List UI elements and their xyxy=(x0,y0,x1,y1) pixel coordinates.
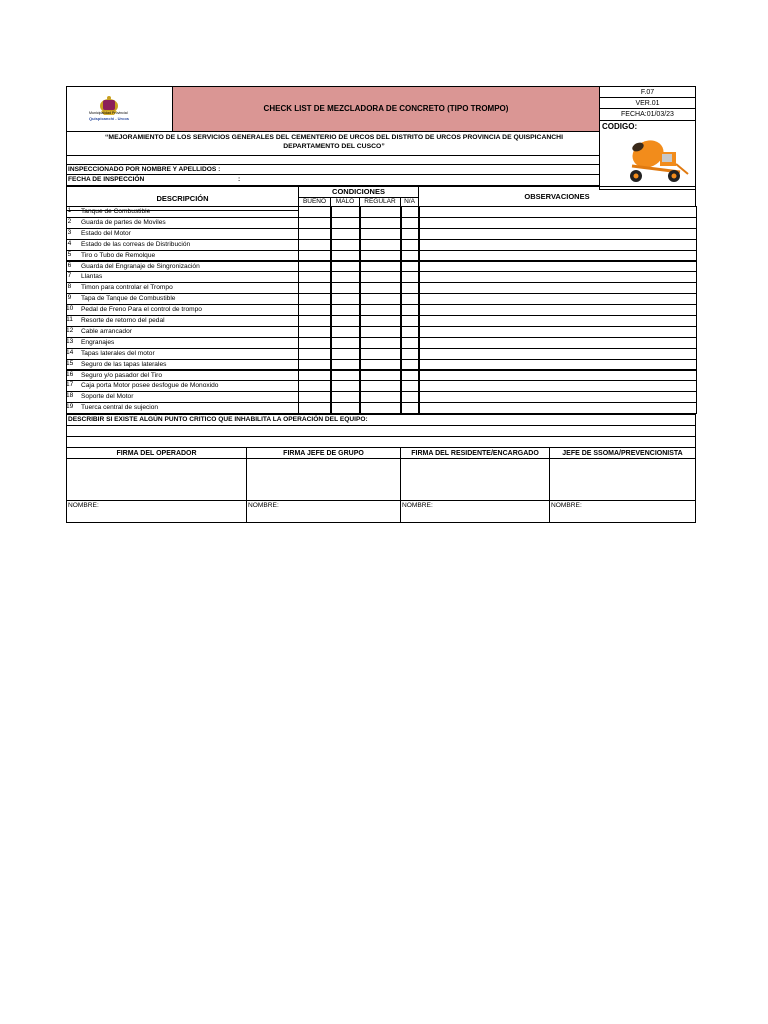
item-description: Soporte del Motor xyxy=(66,391,299,403)
signature-title: FIRMA DEL OPERADOR xyxy=(66,447,247,459)
observaciones-header: OBSERVACIONES xyxy=(418,186,696,207)
item-number: 9 xyxy=(67,294,72,302)
item-number: 8 xyxy=(67,283,72,291)
form-title: CHECK LIST DE MEZCLADORA DE CONCRETO (TIPO TROMPO) xyxy=(172,86,600,132)
signature-box[interactable] xyxy=(400,458,550,501)
logo-text-bottom: Quispicanchi - Urcos xyxy=(89,116,130,121)
condiciones-header: CONDICIONES xyxy=(298,186,419,198)
item-number: 5 xyxy=(67,250,72,258)
item-number: 1 xyxy=(67,207,72,214)
item-description: Estado del Motor xyxy=(66,228,299,240)
project-title-line-2: DEPARTAMENTO DEL CUSCO” xyxy=(283,143,385,150)
item-description: Timon para controlar el Trompo xyxy=(66,282,299,294)
signature-title: JEFE DE SSOMA/PREVENCIONISTA xyxy=(549,447,696,459)
inspection-date-label: FECHA DE INSPECCIÓN xyxy=(68,176,145,183)
form-code: F.07 xyxy=(599,86,696,98)
form-date: FECHA:01/03/23 xyxy=(599,108,696,121)
item-description: Tuerca central de sujecion xyxy=(66,402,299,414)
item-number: 13 xyxy=(66,337,74,345)
inspection-date-colon: : xyxy=(238,176,241,183)
signature-name-field[interactable]: NOMBRE: xyxy=(246,500,401,523)
critical-point-label: DESCRIBIR SI EXISTE ALGÚN PUNTO CRITICO QUE INHABILITA LA OPERACIÓN DEL EQUIPO: xyxy=(68,416,368,423)
item-description: Tapa de Tanque de Combustible xyxy=(66,293,299,305)
observation-field[interactable] xyxy=(418,402,697,414)
bueno-header: BUENO xyxy=(298,197,331,207)
item-number: 2 xyxy=(67,217,72,225)
project-title-line-1: “MEJORAMIENTO DE LOS SERVICIOS GENERALES DEL CEMENTERIO DE URCOS DEL DISTRITO DE URCOS PROVINCIA DE QUISPICANCHI xyxy=(105,134,563,141)
concrete-mixer-image xyxy=(622,134,690,186)
item-description: Seguro de las tapas laterales xyxy=(66,359,299,371)
item-description: Tapas laterales del motor xyxy=(66,348,299,360)
checklist-form xyxy=(66,86,696,523)
item-number: 4 xyxy=(67,239,72,247)
signature-name-field[interactable]: NOMBRE: xyxy=(400,500,550,523)
signature-title: FIRMA JEFE DE GRUPO xyxy=(246,447,401,459)
item-description: Resorte de retorno del pedal xyxy=(66,315,299,327)
item-number: 12 xyxy=(66,326,74,334)
item-description: Guarda de partes de Moviles xyxy=(66,217,299,229)
item-number: 16 xyxy=(66,370,74,378)
item-description: Pedal de Freno Para el control de trompo xyxy=(66,304,299,316)
item-number: 3 xyxy=(67,228,72,236)
codigo-label: CODIGO: xyxy=(602,122,638,131)
item-description: Cable arrancador xyxy=(66,326,299,338)
signature-box[interactable] xyxy=(549,458,696,501)
item-description: Guarda del Engranaje de Singronización xyxy=(66,261,299,273)
regular-check[interactable] xyxy=(359,402,402,414)
item-number: 18 xyxy=(66,392,74,400)
item-number: 11 xyxy=(66,316,73,323)
signature-box[interactable] xyxy=(66,458,247,501)
item-number: 14 xyxy=(66,348,74,356)
item-number: 17 xyxy=(66,381,74,389)
item-description: Estado de las correas de Distribución xyxy=(66,239,299,251)
item-description: Caja porta Motor posee desfogue de Monoxido xyxy=(66,380,299,392)
logo-cell xyxy=(66,86,173,132)
item-number: 10 xyxy=(66,305,74,313)
na-check[interactable] xyxy=(400,402,420,414)
item-description: Engranajes xyxy=(66,337,299,349)
item-description: Seguro y/o pasador del Tiro xyxy=(66,370,299,382)
inspection-date-row xyxy=(66,174,600,186)
form-version: VER.01 xyxy=(599,97,696,109)
signature-name-field[interactable]: NOMBRE: xyxy=(549,500,696,523)
signature-name-field[interactable]: NOMBRE: xyxy=(66,500,247,523)
descripcion-header: DESCRIPCIÓN xyxy=(66,186,299,211)
item-description: Tanque de Combustible xyxy=(66,206,299,218)
item-number: 6 xyxy=(67,261,72,269)
regular-header: REGULAR xyxy=(359,197,401,207)
malo-header: MALO xyxy=(330,197,360,207)
item-number: 15 xyxy=(66,359,74,367)
item-number: 19 xyxy=(66,403,74,411)
na-header: N/A xyxy=(400,197,419,207)
signature-box[interactable] xyxy=(246,458,401,501)
malo-check[interactable] xyxy=(330,402,361,414)
item-description: Tiro o Tubo de Remolque xyxy=(66,250,299,262)
item-number: 7 xyxy=(67,272,72,280)
logo-text-top: Municipalidad Provincial xyxy=(89,111,128,115)
project-title-cell xyxy=(66,131,600,156)
item-description: Llantas xyxy=(66,271,299,283)
inspected-by-label: INSPECCIONADO POR NOMBRE Y APELLIDOS : xyxy=(68,166,221,173)
bueno-check[interactable] xyxy=(298,402,332,414)
signature-title: FIRMA DEL RESIDENTE/ENCARGADO xyxy=(400,447,550,459)
